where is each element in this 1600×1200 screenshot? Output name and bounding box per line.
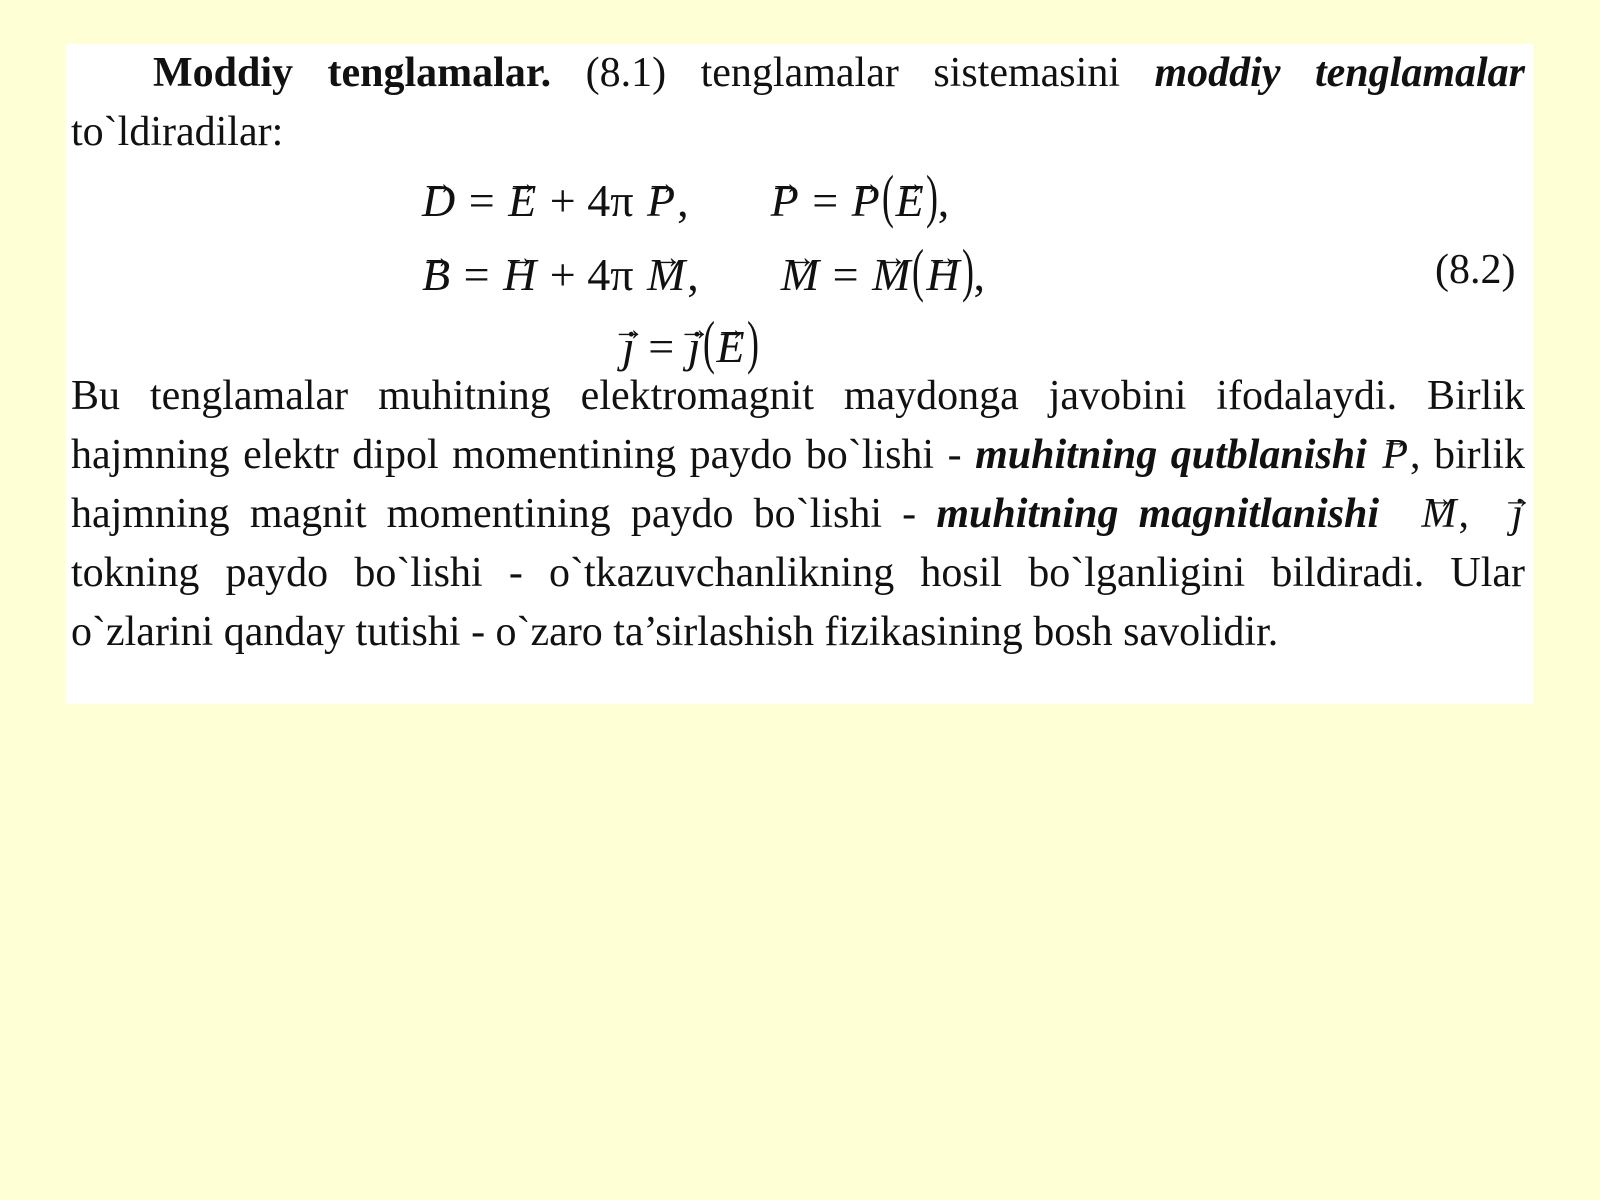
- vector-h: → H: [501, 245, 538, 305]
- vector-e: → E: [894, 171, 926, 231]
- intro-paragraph: [71, 44, 1525, 162]
- intro-text-end: to`ldiradilar:: [71, 109, 284, 155]
- intro-text: (8.1) tenglamalar sistemasini: [551, 50, 1155, 96]
- vector-j-function: → j: [686, 317, 703, 377]
- coefficient: + 4π: [538, 175, 645, 226]
- separator: ,: [677, 175, 689, 226]
- vector-p: → P: [769, 171, 801, 231]
- vector-j: → j: [620, 317, 637, 377]
- separator: ,: [687, 249, 699, 300]
- separator: ,: [973, 249, 985, 300]
- body-text-4: tokning paydo bo`lishi - o`tkazuvchanlikning hosil bo`lganligini bildiradi. Ular o`zlarini qanday tutishi - o`zaro ta’sirlashish fizikasining bosh savolidir.: [71, 550, 1525, 655]
- body-text-3: ,: [1458, 491, 1490, 537]
- equation-number: (8.2): [1435, 247, 1516, 293]
- term-polarization: muhitning qutblanishi: [975, 432, 1367, 478]
- document-page: [65, 44, 1533, 704]
- vector-m: → M: [779, 245, 821, 305]
- vector-p-function: → P: [850, 171, 882, 231]
- body-text-1: Bu tenglamalar muhitning elektromagnit maydonga javobini ifodalaydi. Birlik hajmning elektr dipol momentining paydo bo`lishi -: [71, 373, 1525, 478]
- vector-m-symbol: → M: [1419, 485, 1458, 544]
- vector-d: → D: [420, 171, 457, 231]
- body-text-2: , birlik hajmning magnit momentining paydo bo`lishi -: [71, 432, 1526, 537]
- equation-row-2: → B = → H + 4π → M,→ M = → M(→ H),: [420, 240, 985, 305]
- vector-h: → H: [924, 245, 961, 305]
- vector-m: → M: [645, 245, 687, 305]
- vector-p-symbol: → P: [1380, 426, 1410, 485]
- vector-e: → E: [506, 171, 538, 231]
- vector-b: → B: [420, 245, 452, 305]
- vector-e: → E: [714, 317, 746, 377]
- equation-row-1: → D = → E + 4π → P,→ P = → P(→ E),: [420, 166, 949, 231]
- coefficient: + 4π: [538, 249, 645, 300]
- vector-j-symbol: → j: [1509, 485, 1525, 544]
- section-heading: Moddiy tenglamalar.: [153, 50, 552, 96]
- separator: ,: [937, 175, 950, 226]
- equation-row-3: → j = → j(→ E): [620, 312, 758, 377]
- intro-term: moddiy tenglamalar: [1154, 50, 1525, 96]
- vector-p: → P: [645, 171, 677, 231]
- body-paragraph: [71, 367, 1525, 662]
- vector-m-function: → M: [870, 245, 912, 305]
- term-magnetization: muhitning magnitlanishi: [936, 491, 1380, 537]
